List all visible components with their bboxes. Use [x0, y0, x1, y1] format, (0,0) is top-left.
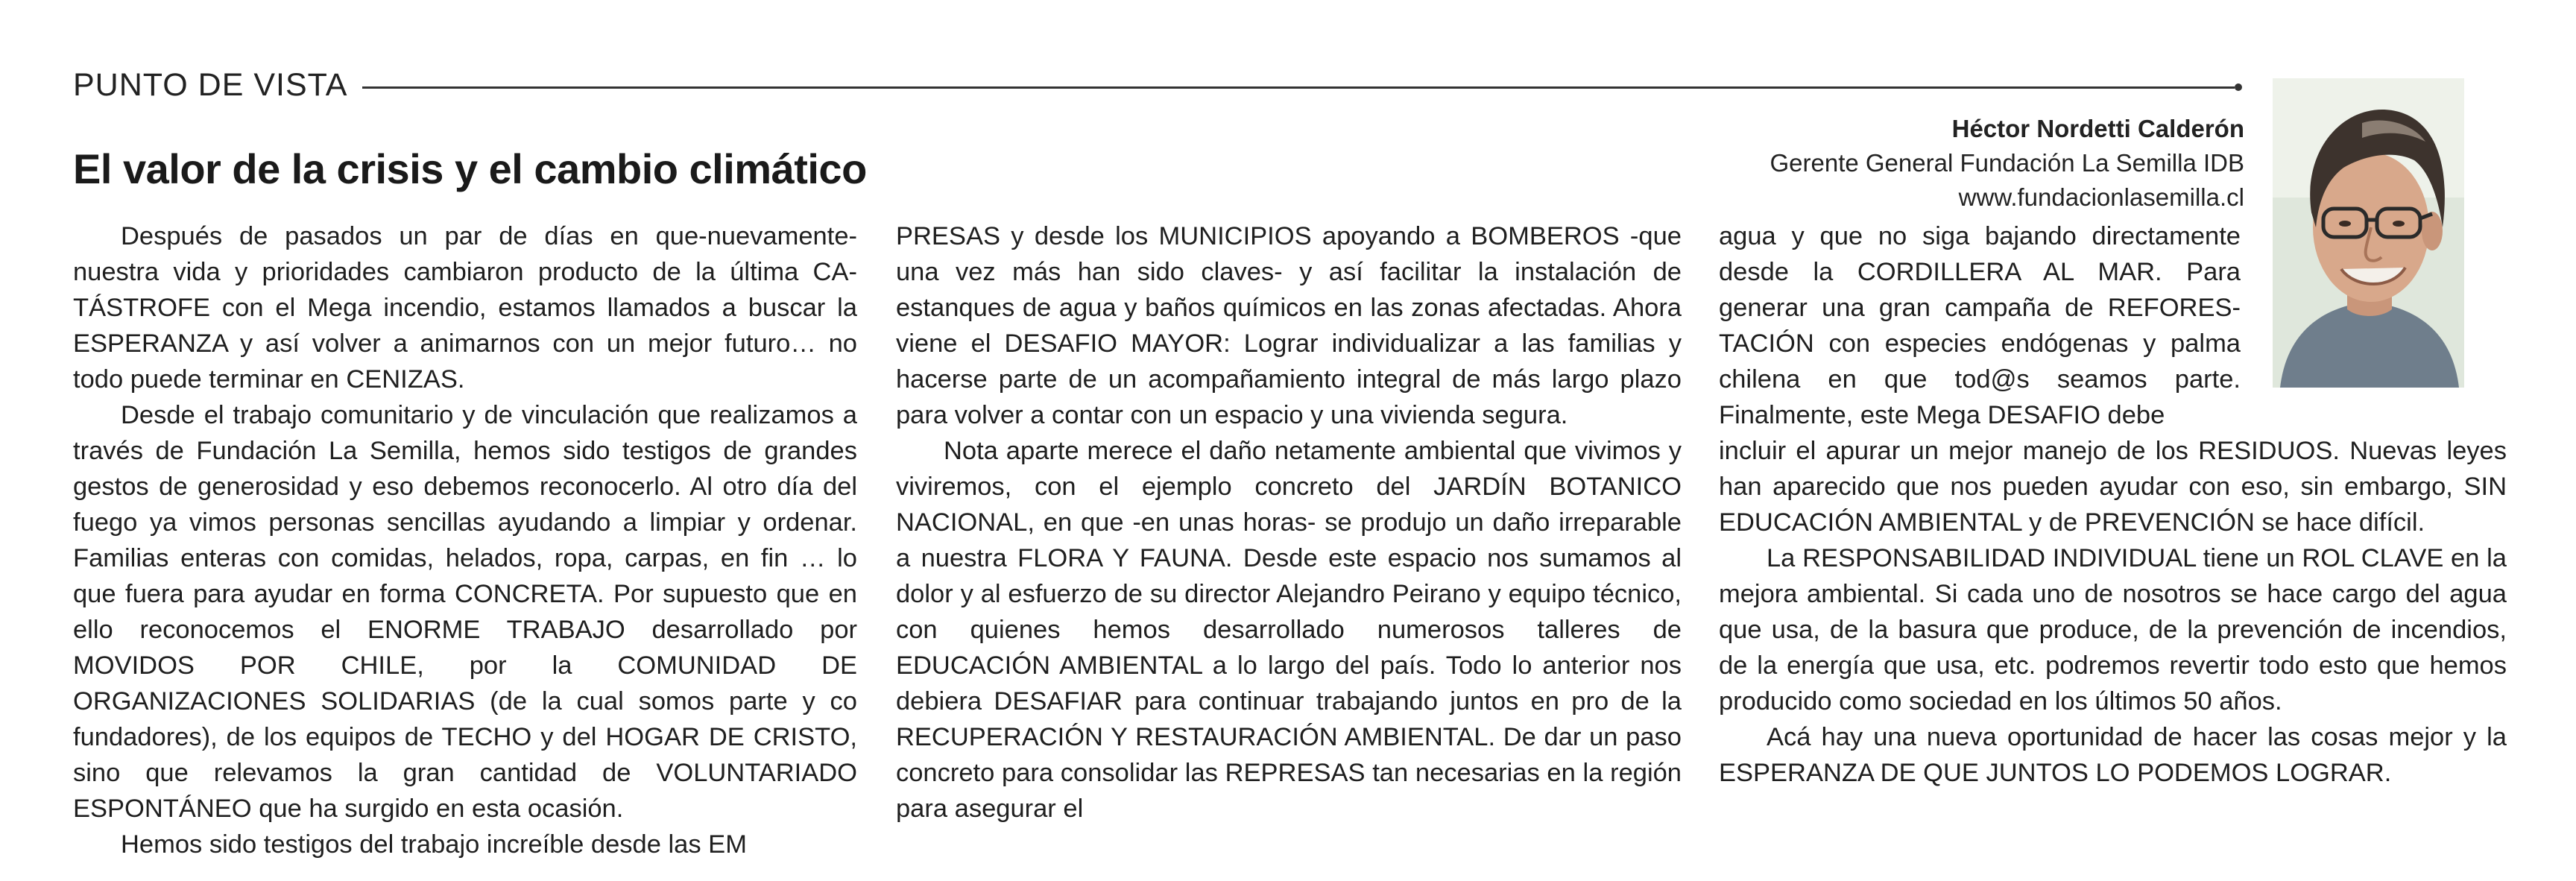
paragraph: Hemos sido testigos del trabajo increíble desde las EM: [121, 830, 747, 859]
paragraph: Acá hay una nueva oportunidad de hacer las cosas mejor y la ESPERANZA DE QUE JUNTOS LO PODEMOS LOGRAR.: [1719, 723, 2507, 787]
paragraph: agua y que no siga bajando directamente desde la CORDILLERA AL MAR. Para generar una gran campaña de REFORESTACIÓN con especies endógenas y palma chilena en que tod@s seamos parte. Finalmente, este Mega DESAFIO debe: [1719, 222, 2241, 429]
section-header: [73, 63, 2242, 107]
article-column-2: [896, 218, 1682, 827]
paragraph: Después de pasados un par de días en que-nuevamente- nuestra vida y prioridades cambiaron producto de la última CATÁSTROFE con el Mega incendio, estamos llamados a buscar la ESPERANZA y así volver a animarnos con un mejor futuro… no todo puede terminar en CENIZAS.: [73, 222, 857, 394]
author-role: Gerente General Fundación La Semilla IDB: [1770, 149, 2244, 177]
article-column-3-bottom: [1719, 433, 2507, 791]
author-name: Héctor Nordetti Calderón: [1951, 115, 2244, 142]
article-column-1: [73, 218, 857, 862]
section-divider-dot: [2235, 83, 2242, 91]
author-portrait-illustration: [2273, 78, 2464, 388]
author-website: www.fundacionlasemilla.cl: [1958, 183, 2244, 211]
article-column-3-top: [1719, 218, 2241, 433]
paragraph: La RESPONSABILIDAD INDIVIDUAL tiene un ROL CLAVE en la mejora ambiental. Si cada uno de nosotros se hace cargo del agua que usa, de la basura que produce, de la prevención de incendios, de la energía que usa, etc. podremos revertir todo esto que hemos producido como sociedad en los últimos 50 años.: [1719, 544, 2507, 716]
paragraph: PRESAS y desde los MUNICIPIOS apoyando a BOMBEROS -que una vez más han sido claves- y así facilitar la instalación de estanques de agua y baños químicos en las zonas afectadas. Ahora viene el DESAFIO MAYOR: Lograr individualizar a las familias y hacerse parte de un acompañamiento integral de más largo plazo para volver a contar con un espacio y una vivienda segura.: [896, 222, 1682, 429]
author-byline: [1770, 112, 2244, 215]
paragraph: Nota aparte merece el daño netamente ambiental que vivimos y viviremos, con el ejemplo concreto del JARDÍN BOTANICO NACIONAL, en que -en unas horas- se produjo un daño irreparable a nuestra FLORA Y FAUNA. Desde este espacio nos sumamos al dolor y al esfuerzo de su director Alejandro Peirano y equipo técnico, con quienes hemos desarrollado numerosos talleres de EDUCACIÓN AMBIENTAL a lo largo del país. Todo lo anterior nos debiera DESAFIAR para continuar trabajando juntos en pro de la RECUPERACIÓN Y RESTAURACIÓN AMBIENTAL. De dar un paso concreto para consolidar las REPRESAS tan necesarias en la región para asegurar el: [896, 437, 1682, 823]
paragraph: incluir el apurar un mejor manejo de los RESIDUOS. Nuevas leyes han aparecido que nos pueden ayudar con eso, sin embargo, SIN EDUCACIÓN AMBIENTAL y de PREVENCIÓN se hace difícil.: [1719, 437, 2507, 537]
section-label: PUNTO DE VISTA: [73, 66, 348, 103]
paragraph: Desde el trabajo comunitario y de vinculación que realizamos a través de Fundación La Semilla, hemos sido testigos de grandes gestos de generosidad y eso debemos reconocerlo. Al otro día del fuego ya vimos personas sencillas ayudando a limpiar y ordenar. Familias enteras con comidas, helados, ropa, carpas, en fin … lo que fuera para ayudar en forma CONCRETA. Por supuesto que en ello reconocemos el ENORME TRABAJO desarrollado por MOVIDOS POR CHILE, por la COMUNIDAD DE ORGANIZACIONES SOLIDARIAS (de la cual somos parte y co fundadores), de los equipos de TECHO y del HOGAR DE CRISTO, sino que relevamos la gran cantidad de VOLUNTARIADO ESPONTÁNEO que ha surgido en esta ocasión.: [73, 401, 857, 823]
article-headline: El valor de la crisis y el cambio climático: [73, 145, 867, 192]
section-divider-line: [362, 86, 2235, 89]
author-portrait-icon: [2273, 78, 2464, 388]
